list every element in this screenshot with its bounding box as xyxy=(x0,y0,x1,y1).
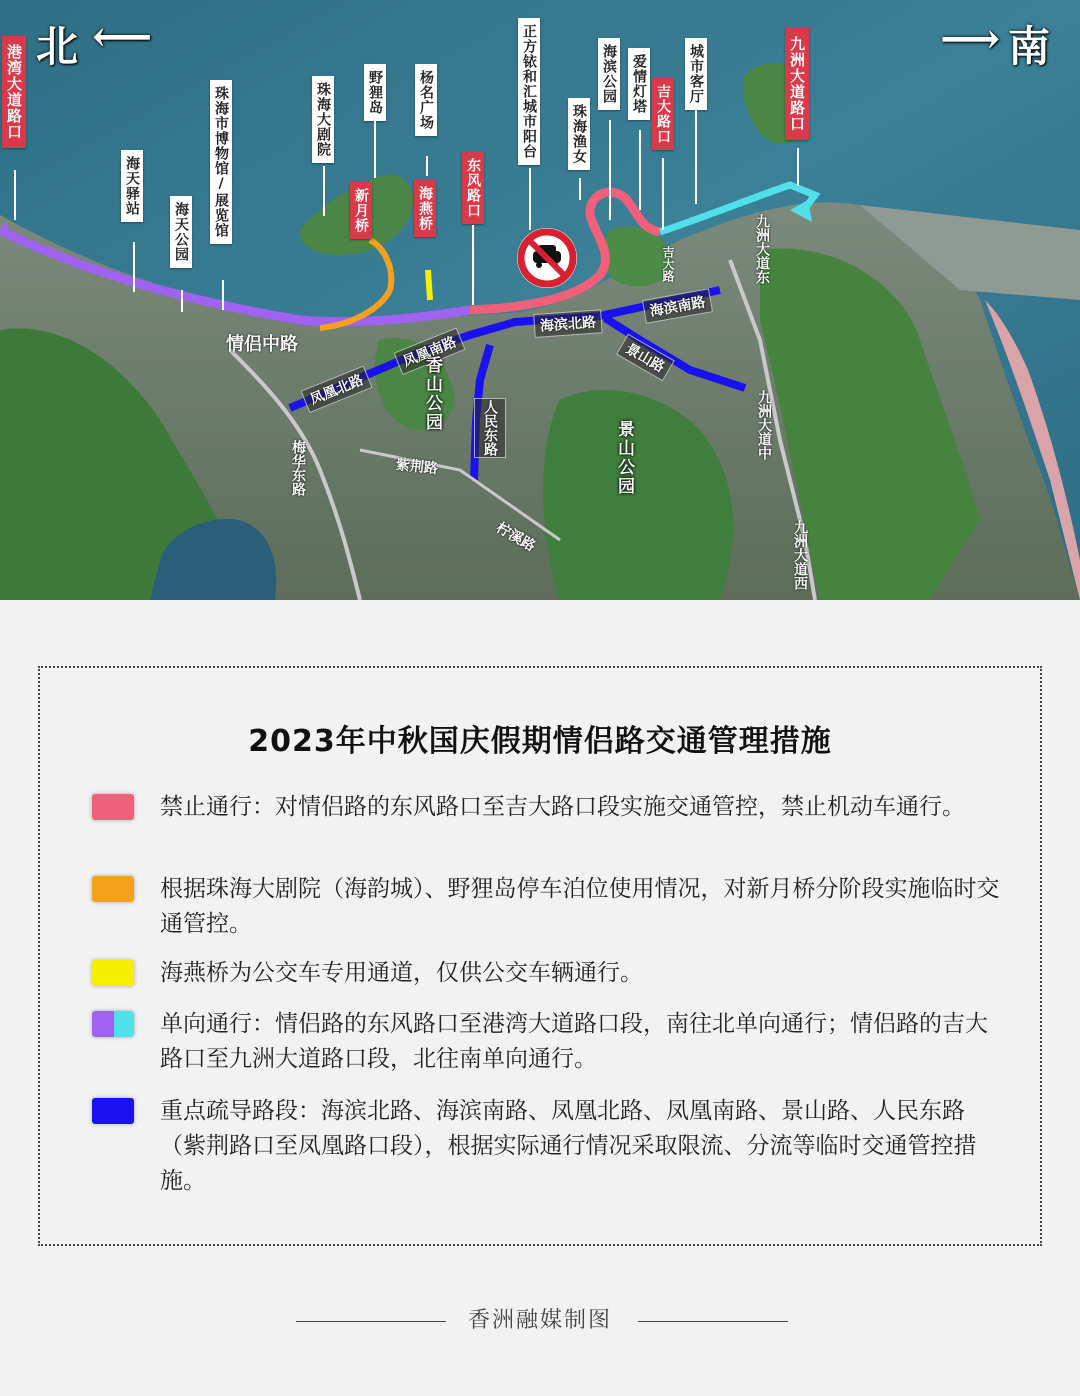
callout-dongfeng: 东风路口 xyxy=(462,152,484,224)
road-jida: 吉大路 xyxy=(661,246,675,282)
callout-stick xyxy=(426,156,428,176)
callout-stick xyxy=(639,130,641,210)
road-jiuzhou-xi: 九洲大道西 xyxy=(792,520,808,590)
bridge-haiyan: 海燕桥 xyxy=(414,180,436,237)
callout-stick xyxy=(181,290,183,312)
callout-stick xyxy=(472,225,474,305)
swatch-yellow xyxy=(92,960,134,986)
satellite-map xyxy=(0,0,1080,600)
road-fenghuang-bei: 凤凰北路 xyxy=(301,365,373,413)
swatch-purple-cyan xyxy=(92,1011,134,1037)
legend-text: 重点疏导路段：海滨北路、海滨南路、凤凰北路、凤凰南路、景山路、人民东路（紫荆路口至凤凰路口段），根据实际通行情况采取限流、分流等临时交通管控措施。 xyxy=(160,1098,977,1194)
swatch-blue xyxy=(92,1098,134,1124)
road-renmin-dong: 人民东路 xyxy=(474,398,506,458)
road-ningxi: 柠溪路 xyxy=(493,519,538,555)
callout-yeli-island: 野狸岛 xyxy=(364,64,386,121)
callout-yangming-square: 杨名广场 xyxy=(415,64,437,136)
swatch-orange xyxy=(92,876,134,902)
north-label: 北 xyxy=(36,22,79,71)
callout-stick xyxy=(797,148,799,186)
callout-stick xyxy=(133,242,135,292)
road-meihua-dong: 梅华东路 xyxy=(290,440,306,496)
legend-text: 海燕桥为公交车专用通道，仅供公交车辆通行。 xyxy=(160,960,643,986)
callout-stick xyxy=(323,166,325,216)
legend-title: 2023年中秋国庆假期情侣路交通管理措施 xyxy=(248,724,832,759)
arrow-left-icon: ⟵ xyxy=(92,12,153,61)
road-haibin-nan: 海滨南路 xyxy=(642,288,713,323)
road-jingshan: 景山路 xyxy=(616,334,675,382)
callout-city-balcony: 正方铱和汇城市阳台 xyxy=(518,18,540,165)
callout-stick xyxy=(374,120,376,178)
park-xiangshan: 香山公园 xyxy=(422,356,442,432)
callout-gangwan: 港湾大道路口 xyxy=(2,36,26,148)
callout-stick xyxy=(14,170,16,220)
route-haiyan-bridge xyxy=(428,270,430,300)
footer-credit: 香洲融媒制图 xyxy=(467,1308,612,1333)
park-jingshan: 景山公园 xyxy=(614,420,634,496)
map-panel xyxy=(0,0,1080,600)
no-motor-vehicle-sign-icon xyxy=(517,228,577,288)
swatch-pink xyxy=(92,794,134,820)
road-jiuzhou-dong: 九洲大道东 xyxy=(754,214,770,284)
callout-museum: 珠海市博物馆/展览馆 xyxy=(210,80,232,244)
callout-fisher-girl: 珠海渔女 xyxy=(568,98,590,170)
callout-grand-theatre: 珠海大剧院 xyxy=(312,76,334,163)
road-haibin-bei: 海滨北路 xyxy=(533,309,603,338)
callout-jiuzhou: 九洲大道路口 xyxy=(785,28,809,140)
swatch-part-cyan xyxy=(114,1011,134,1037)
callout-stick xyxy=(609,120,611,220)
footer-line-right xyxy=(638,1321,788,1322)
callout-stick xyxy=(579,178,581,200)
callout-stick xyxy=(222,280,224,310)
callout-city-lounge: 城市客厅 xyxy=(685,38,707,110)
road-qinglv-zhong: 情侣中路 xyxy=(226,334,298,355)
arrow-right-icon: ⟶ xyxy=(940,14,1001,63)
callout-haibin-park: 海滨公园 xyxy=(598,38,620,110)
callout-stick xyxy=(695,106,697,204)
callout-jida: 吉大路口 xyxy=(652,78,674,150)
callout-haitian-station: 海天驿站 xyxy=(121,150,143,222)
road-zijing: 紫荆路 xyxy=(395,457,439,478)
legend-text: 禁止通行：对情侣路的东风路口至吉大路口段实施交通管控，禁止机动车通行。 xyxy=(160,794,965,820)
road-fenghuang-nan: 凤凰南路 xyxy=(394,327,466,375)
callout-stick xyxy=(529,168,531,230)
callout-stick xyxy=(662,158,664,230)
south-label: 南 xyxy=(1008,22,1051,71)
swatch-part-purple xyxy=(92,1011,114,1037)
legend-panel xyxy=(38,666,1042,1246)
legend-text: 根据珠海大剧院（海韵城）、野狸岛停车泊位使用情况，对新月桥分阶段实施临时交通管控。 xyxy=(160,876,1000,937)
footer xyxy=(0,1303,1080,1334)
bridge-xinyue: 新月桥 xyxy=(350,182,372,239)
callout-love-lighthouse: 爱情灯塔 xyxy=(628,48,650,120)
road-jiuzhou-zhong: 九洲大道中 xyxy=(756,390,772,460)
callout-haitian-park: 海天公园 xyxy=(170,196,192,268)
legend-text: 单向通行：情侣路的东风路口至港湾大道路口段，南往北单向通行；情侣路的吉大路口至九洲大道路口段，北往南单向通行。 xyxy=(160,1011,988,1072)
